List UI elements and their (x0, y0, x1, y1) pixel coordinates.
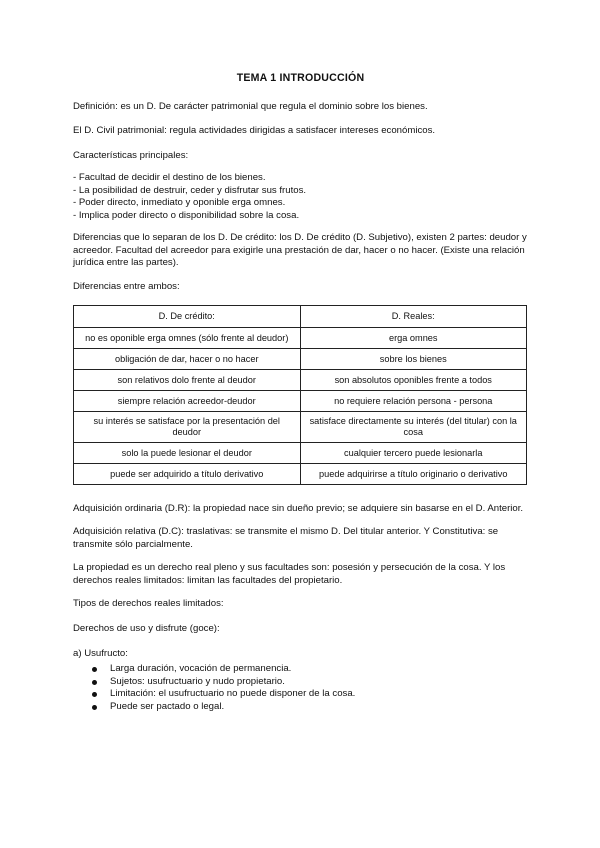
differences-heading: Diferencias entre ambos: (73, 281, 180, 292)
list-item-text: Puede ser pactado o legal. (110, 700, 225, 712)
table-cell: su interés se satisface por la presentación del deudor (74, 412, 301, 443)
table-cell: obligación de dar, hacer o no hacer (74, 349, 301, 370)
table-header-row (74, 306, 527, 328)
bullet-icon (92, 705, 97, 710)
list-item (90, 701, 520, 714)
table-cell: erga omnes (300, 328, 527, 349)
table-cell: sobre los bienes (300, 349, 527, 370)
list-item-text: Sujetos: usufructuario y nudo propietario. (110, 675, 285, 687)
table-row (74, 370, 527, 391)
table-row (74, 328, 527, 349)
acquisition-ordinary-paragraph: Adquisición ordinaria (D.R): la propiedad nace sin dueño previo; se adquiere sin basarse en el D. Anterior. (73, 503, 524, 514)
characteristic-item: - La posibilidad de destruir, ceder y disfrutar sus frutos. (73, 184, 307, 196)
definition-paragraph: Definición: es un D. De carácter patrimonial que regula el dominio sobre los bienes. (73, 101, 428, 112)
bullet-icon (92, 667, 97, 672)
list-item-text: Larga duración, vocación de permanencia. (110, 663, 292, 674)
list-item-text: Limitación: el usufructuario no puede disponer de la cosa. (110, 688, 356, 700)
table-cell: no requiere relación persona - persona (300, 391, 527, 412)
list-item (90, 688, 520, 701)
list-item (90, 663, 520, 676)
column-header-reales: D. Reales: (300, 306, 527, 328)
characteristic-item: - Facultad de decidir el destino de los bienes. (73, 172, 266, 183)
table-cell: son absolutos oponibles frente a todos (300, 370, 527, 391)
characteristics-list (73, 172, 528, 222)
table-cell: satisface directamente su interés (del titular) con la cosa (300, 412, 527, 443)
table-row (74, 391, 527, 412)
characteristic-item: - Implica poder directo o disponibilidad sobre la cosa. (73, 209, 300, 221)
table-row (74, 349, 527, 370)
acquisition-relative-paragraph: Adquisición relativa (D.C): traslativas: se transmite el mismo D. Del titular anterior. Y Constitutiva: se transmite sólo parcialmente. (73, 526, 499, 550)
table-cell: son relativos dolo frente al deudor (74, 370, 301, 391)
bullet-icon (92, 680, 97, 685)
credit-differences-paragraph: Diferencias que lo separan de los D. De crédito: los D. De crédito (D. Subjetivo), existen 2 partes: deudor y acreedor. Facultad del acreedor para exigirle una prestación de dar, hacer o no hacer. (Existe una relación jurídica entre las partes). (73, 232, 527, 269)
limited-rights-heading: Tipos de derechos reales limitados: (73, 598, 224, 609)
ownership-paragraph: La propiedad es un derecho real pleno y sus facultades son: posesión y persecución de la cosa. Y los derechos reales limitados: limitan las facultades del propietario. (73, 562, 506, 586)
usufruct-list (90, 663, 520, 713)
table-cell: siempre relación acreedor-deudor (74, 391, 301, 412)
table-row (74, 443, 527, 464)
page-title: TEMA 1 INTRODUCCIÓN (236, 72, 365, 84)
characteristic-item: - Poder directo, inmediato y oponible erga omnes. (73, 197, 286, 209)
usufruct-heading: a) Usufructo: (73, 648, 128, 659)
characteristics-heading: Características principales: (73, 150, 189, 161)
list-item (90, 676, 520, 689)
column-header-credito: D. De crédito: (74, 306, 301, 328)
civil-patrimonial-paragraph: El D. Civil patrimonial: regula actividades dirigidas a satisfacer intereses económicos. (73, 125, 436, 136)
table-cell: puede ser adquirido a título derivativo (74, 464, 301, 485)
comparison-table (73, 305, 527, 485)
table-cell: cualquier tercero puede lesionarla (300, 443, 527, 464)
table-cell: puede adquirirse a título originario o derivativo (300, 464, 527, 485)
bullet-icon (92, 692, 97, 697)
table-row (74, 464, 527, 485)
use-enjoyment-heading: Derechos de uso y disfrute (goce): (73, 623, 220, 634)
table-cell: no es oponible erga omnes (sólo frente al deudor) (74, 328, 301, 349)
table-cell: solo la puede lesionar el deudor (74, 443, 301, 464)
table-row (74, 412, 527, 443)
